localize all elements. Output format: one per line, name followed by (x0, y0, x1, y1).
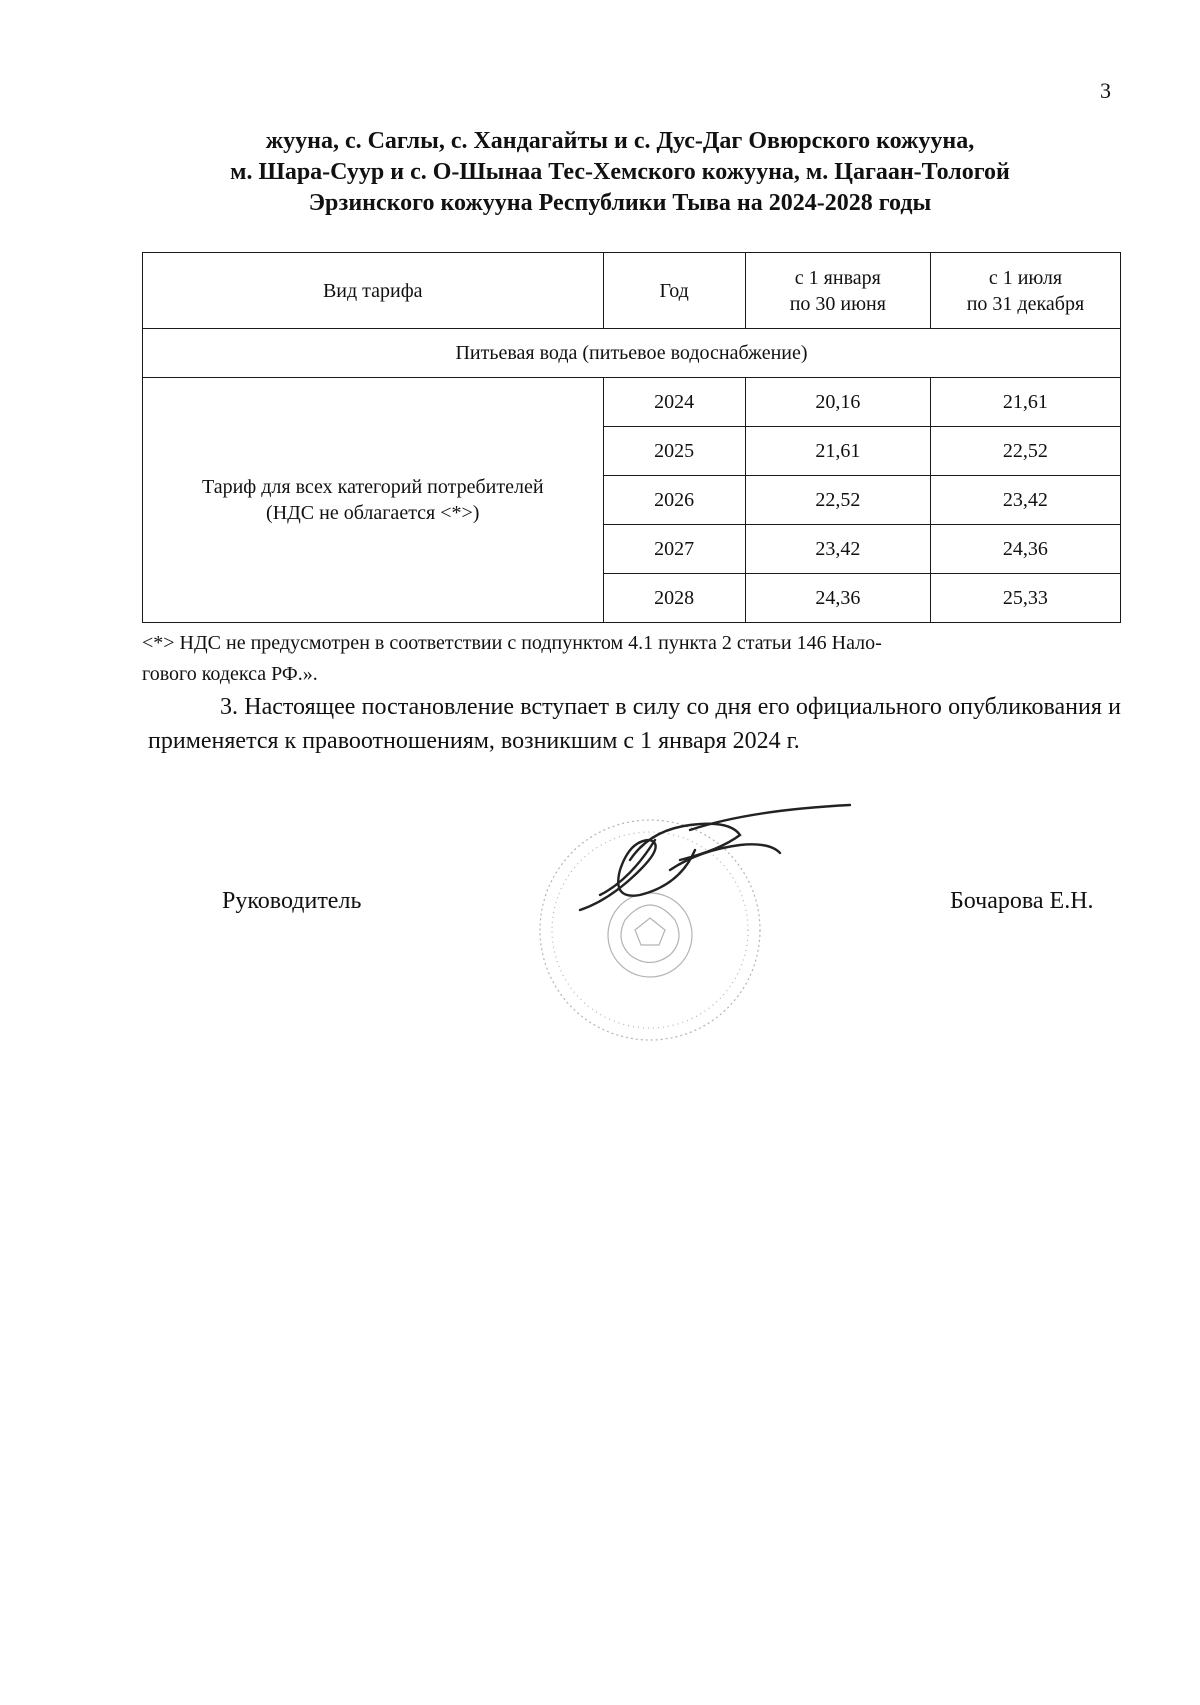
year-cell: 2025 (603, 427, 745, 476)
tariff-h2-cell: 21,61 (930, 378, 1120, 427)
table-header-row (143, 253, 1121, 329)
tariff-h1-cell: 21,61 (745, 427, 930, 476)
footnote-line: <*> НДС не предусмотрен в соответствии с подпунктом 4.1 пункта 2 статьи 146 Нало- (142, 632, 882, 654)
category-cell (143, 378, 604, 623)
tariff-h2-cell: 22,52 (930, 427, 1120, 476)
header-tariff-type: Вид тарифа (143, 253, 604, 329)
section-title: Питьевая вода (питьевое водоснабжение) (143, 329, 1121, 378)
table-row (143, 378, 1121, 427)
category-line2: (НДС не облагается <*>) (266, 502, 480, 524)
title-line: жууна, с. Саглы, с. Хандагайты и с. Дус-Даг Овюрского кожууна, (265, 128, 975, 154)
paragraph-text: 3. Настоящее постановление вступает в силу со дня его официального опубликования и применяется к правоотношениям, возникшим с 1 января 2024 г. (148, 694, 1121, 754)
document-title (140, 126, 1100, 219)
header-period-2-line1: с 1 июля (988, 266, 1063, 289)
tariff-h2-cell: 23,42 (930, 476, 1120, 525)
tariff-h2-cell: 25,33 (930, 574, 1120, 623)
year-cell: 2026 (603, 476, 745, 525)
title-line: м. Шара-Суур и с. О-Шынаа Тес-Хемского кожууна, м. Цагаан-Тологой (230, 159, 1010, 185)
section-row (143, 329, 1121, 378)
tariff-table (142, 252, 1121, 623)
tariff-h1-cell: 22,52 (745, 476, 930, 525)
footnote-line: гового кодекса РФ.». (142, 663, 318, 685)
effective-date-paragraph (148, 690, 1121, 758)
category-line1: Тариф для всех категорий потребителей (201, 476, 544, 498)
signer-name: Бочарова Е.Н. (950, 888, 1094, 914)
tariff-h2-cell: 24,36 (930, 525, 1120, 574)
header-year: Год (603, 253, 745, 329)
footnote (142, 628, 1121, 690)
header-period-2 (930, 253, 1120, 329)
year-cell: 2028 (603, 574, 745, 623)
header-period-2-line2: по 31 декабря (966, 292, 1085, 315)
signature-icon (560, 800, 860, 930)
header-period-1-line1: с 1 января (794, 266, 881, 289)
page-number: 3 (1100, 78, 1111, 103)
year-cell: 2024 (603, 378, 745, 427)
signer-position: Руководитель (222, 888, 362, 914)
header-period-1-line2: по 30 июня (789, 292, 886, 315)
tariff-h1-cell: 24,36 (745, 574, 930, 623)
tariff-h1-cell: 23,42 (745, 525, 930, 574)
year-cell: 2027 (603, 525, 745, 574)
title-line: Эрзинского кожууна Республики Тыва на 2024-2028 годы (308, 190, 932, 216)
header-period-1 (745, 253, 930, 329)
tariff-h1-cell: 20,16 (745, 378, 930, 427)
